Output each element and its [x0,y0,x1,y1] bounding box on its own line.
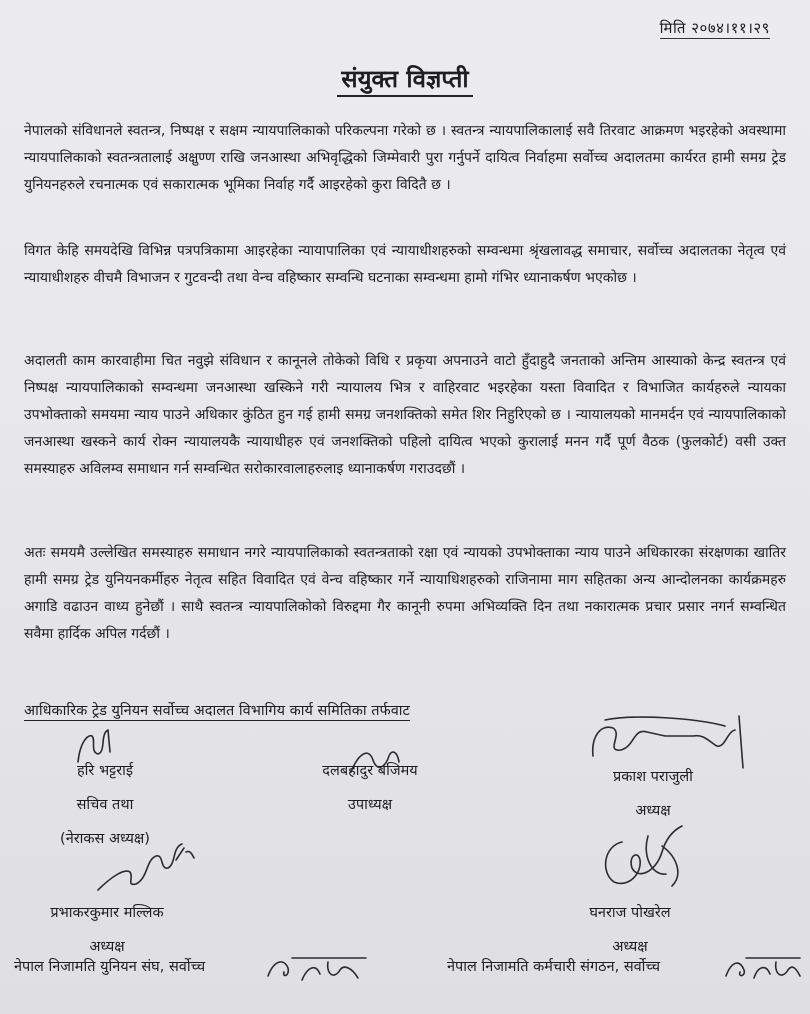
signatory-name: घनराज पोखरेल [589,905,671,921]
signatory-prakash [568,760,738,828]
org-left [14,956,205,976]
document-title [0,62,810,95]
signatory-name: हरि भट्टराई [76,763,134,779]
signatory-name: प्रभाकरकुमार मल्लिक [50,905,164,921]
org-right-text: नेपाल निजामति कर्मचारी संगठन, सर्वोच्च [447,959,661,975]
org-right [447,956,660,976]
signatory-hari [20,754,190,856]
paragraph-4: अतः समयमै उल्लेखित समस्याहरु समाधान नगरे न्यायपालिकाको स्वतन्त्रताको रक्षा एवं न्यायको उपभोक्ताका न्याय पाउने अधिकारका संरक्षणका खातिर हामी समग्र ट्रेड युनियनकर्मीहरु नेतृत्व सहित विवादित एवं वेन्च वहिष्कार गर्ने न्यायाधिशहरुको राजिनामा माग सहितका अन्य आन्दोलनका कार्यक्रमहरु अगाडि वढाउन वाध्य हुनेछौं । साथै स्वतन्त्र न्यायपालिकोको विरुद्दमा गैर कानूनी रुपमा अभिव्यक्ति दिन तथा नकारात्मक प्रचार प्रसार नगर्न सम्वन्धित सवैमा हार्दिक अपिल गर्दछौं । [24,545,786,642]
signatory-note: (नेराकस अध्यक्ष) [60,831,150,847]
org-left-text: नेपाल निजामति युनियन संघ, सर्वोच्च [14,959,206,975]
paragraph-1: नेपालको संविधानले स्वतन्त्र, निष्पक्ष र सक्षम न्यायपालिकाको परिकल्पना गरेको छ । स्वतन्त्र न्यायपालिकालाई सवै तिरवाट आक्रमण भइरहेको अवस्थामा न्यायपालिकाको स्वतन्त्रतालाई अक्षुण्ण राखि जनआस्था अभिवृद्धिको जिम्मेवारी पुरा गर्नुपर्ने दायित्व निर्वाहमा सर्वोच्च अदालतमा कार्यरत हामी समग्र ट्रेड युनियनहरुले रचनात्मक एवं सकारात्मक भूमिका निर्वाह गर्दै आइरहेको कुरा विदितै छ । [24,123,786,193]
handwriting-adalat-left [262,950,372,986]
paragraph-3: अदालती काम कारवाहीमा चित नवुझे संविधान र कानूनले तोकेको विधि र प्रकृया अपनाउने वाटो हुँदाहुदै जनताको अन्तिम आस्याको केन्द्र स्वतन्त्र एवं निष्पक्ष न्यायपालिकाको सम्वन्धमा जनआस्था खस्किने गरी न्यायालय भित्र र वाहिरवाट भइरहेका यस्ता विवादित र विभाजित कार्यहरुले न्यायका उपभोक्ताको समयमा न्याय पाउने अधिकार कुंठित हुन गई हामी समग्र जनशक्तिको समेत शिर निहुरिएको छ । न्यायालयको मानमर्दन एवं न्यायपालिकाको जनआस्था खस्कने कार्य रोक्न न्यायालयकै न्यायाधीहरु एवं जनशक्तिको पहिलो दायित्व भएको कुरालाई मनन गर्दै पूर्ण वैठक (फुलकोर्ट) वसी उक्त समस्याहरु अविलम्व समाधान गर्न सम्वन्धित सरोकारवालाहरुलाइ ध्यानाकर्षण गराउदछौं । [24,353,786,477]
signatory-prabhakar [22,896,192,964]
signatory-role: अध्यक्ष [612,939,648,955]
signatory-name: प्रकाश पराजुली [613,769,693,785]
signatory-dal [285,754,455,822]
document-date: मिति २०७४।११।२९ [659,19,770,37]
signatory-role: अध्यक्ष [635,803,671,819]
signatory-role: सचिव तथा [76,797,134,813]
signatory-name: दलबहादुर बजिमय [322,763,418,779]
signatory-ghanaraj [545,896,715,964]
committee-heading: आधिकारिक ट्रेड युनियन सर्वोच्च अदालत विभागिय कार्य समितिका तर्फवाट [24,700,410,721]
handwriting-adalat-right [722,950,804,986]
signature-ghanaraj [592,816,702,896]
signatory-role: उपाध्यक्ष [347,797,393,813]
paragraph-2: विगत केहि समयदेखि विभिन्न पत्रपत्रिकामा आइरहेका न्यायापालिका एवं न्यायाधीशहरुको सम्वन्धमा श्रृंखलावद्ध समाचार, सर्वोच्च अदालतका नेतृत्व एवं न्यायाधीशहरु वीचमै विभाजन र गुटवन्दी तथा वेन्च वहिष्कार सम्वन्धि घटनाका सम्वन्धमा हामो गंभिर ध्यानाकर्षण भएकोछ । [24,243,786,286]
title-text: संयुक्त विज्ञप्ती [337,65,472,97]
signatory-role: अध्यक्ष [89,939,125,955]
